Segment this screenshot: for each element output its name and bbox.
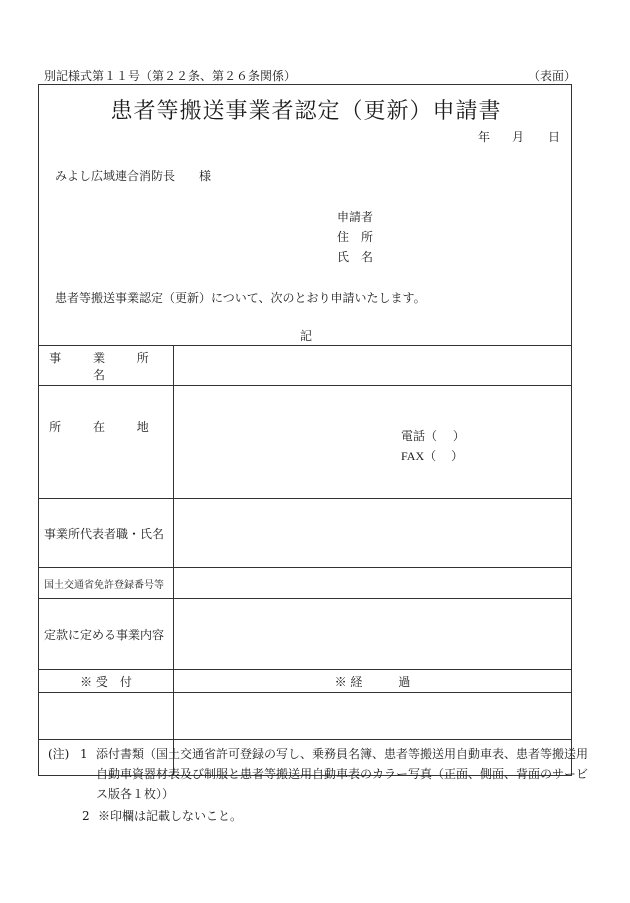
license-number-field[interactable] [174, 568, 572, 599]
applicant-name-label: 氏 名 [337, 250, 374, 264]
note-item-1 [48, 744, 593, 804]
note-item-2 [48, 806, 593, 826]
application-form [38, 84, 572, 740]
recipient-name: みよし広域連合消防長 [55, 169, 176, 183]
business-content-label: 定款に定める事業内容 [39, 599, 174, 670]
recipient-honorific: 様 [199, 169, 212, 183]
note-number-2: 2 [82, 809, 90, 823]
applicant-address-label: 住 所 [337, 230, 374, 244]
applicant-label: 申請者 [337, 210, 374, 224]
form-title: 患者等搬送事業者認定（更新）申請書 [110, 99, 502, 124]
progress-header: ※ 経 過 [174, 670, 572, 693]
location-label: 所 在 地 [39, 386, 174, 499]
notes-prefix: (注) [48, 747, 70, 761]
office-name-field[interactable] [174, 346, 572, 386]
date-year: 年 [478, 130, 491, 144]
office-name-label: 事 業 所 名 [39, 346, 174, 386]
intro-text: 患者等搬送事業認定（更新）について、次のとおり申請いたします。 [55, 291, 426, 305]
representative-label: 事業所代表者職・氏名 [39, 499, 174, 568]
phone-label: 電話（ ） [401, 429, 465, 443]
page-side-label: （表面） [528, 69, 577, 83]
applicant-block [337, 207, 373, 267]
notes [48, 744, 593, 826]
date-month: 月 [512, 130, 525, 144]
ki-heading: 記 [299, 329, 312, 343]
business-content-field[interactable] [174, 599, 572, 670]
note-number-1: 1 [80, 747, 88, 761]
license-number-label: 国土交通省免許登録番号等 [39, 568, 174, 599]
fax-label: FAX（ ） [401, 449, 464, 463]
date-day: 日 [548, 130, 561, 144]
location-field[interactable] [174, 386, 572, 499]
note-text-2: ※印欄は記載しないこと。 [98, 809, 243, 823]
details-table [38, 345, 572, 776]
note-text-1: 添付書類（国土交通省許可登録の写し、乗務員名簿、患者等搬送用自動車表、患者等搬送用自動車資器材表及び制服と患者等搬送用自動車表のカラー写真（正面、側面、背面のサービス版各１枚）） [96, 747, 589, 801]
reception-header: ※ 受 付 [39, 670, 174, 693]
form-number: 別記様式第１１号（第２２条、第２６条関係） [44, 69, 297, 83]
recipient [55, 167, 211, 184]
representative-field[interactable] [174, 499, 572, 568]
